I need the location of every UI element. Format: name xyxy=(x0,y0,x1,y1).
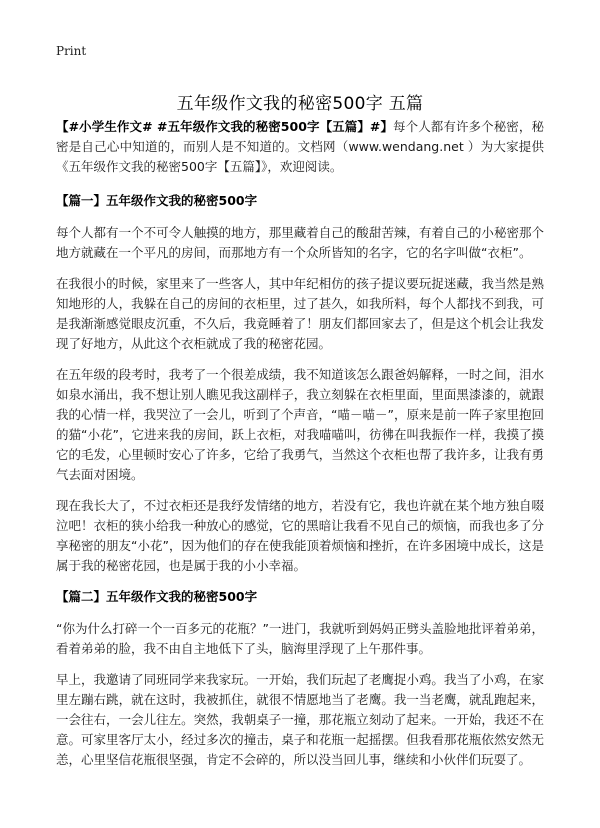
intro-text: 每个人都有许多个秘密，秘密是自己心中知道的，而别人是不知道的。文档网（www.wendang.net ）为大家提供《五年级作文我的秘密500字【五篇】》，欢迎阅读。 xyxy=(56,119,544,174)
section-1-paragraph: 在我很小的时候，家里来了一些客人，其中年纪相仿的孩子提议要玩捉迷藏，我当然是熟知地形的人，我躲在自己的房间的衣柜里，过了甚久，如我所料，每个人都找不到我，可是我渐渐感觉眼皮沉重，不久后，我竟睡着了！朋友们都回家去了，但是这个机会让我发现了好地方，从此这个衣柜就成了我的秘密花园。 xyxy=(56,276,544,351)
intro-paragraph xyxy=(56,117,544,177)
section-heading-2: 【篇二】五年级作文我的秘密500字 xyxy=(56,589,258,604)
section-2-paragraph: “你为什么打碎一个一百多元的花瓶？”一进门，我就听到妈妈正劈头盖脸地批评着弟弟，看着弟弟的脸，我不由自主地低下了头，脑海里浮现了上午那件事。 xyxy=(56,621,544,656)
section-2-paragraph: 早上，我邀请了同班同学来我家玩。一开始，我们玩起了老鹰捉小鸡。我当了小鸡，在家里左蹦右跳，就在这时，我被抓住，就很不情愿地当了老鹰。我一当老鹰，就乱跑起来，一会往右，一会儿往左。突然，我朝桌子一撞，那花瓶立刻动了起来。一开始，我还不在意。可家里客厅太小，经过多次的撞击，桌子和花瓶一起摇摆。但我看那花瓶依然安然无恙，心里坚信花瓶很坚强，肯定不会碎的，所以没当回儿事，继续和小伙伴们玩耍了。 xyxy=(56,672,544,767)
section-heading-1: 【篇一】五年级作文我的秘密500字 xyxy=(56,193,258,208)
document-title: 五年级作文我的秘密500字 五篇 xyxy=(176,94,424,115)
section-1-paragraph: 现在我长大了，不过衣柜还是我纾发情绪的地方，若没有它，我也许就在某个地方独自啜泣吧！衣柜的狭小给我一种放心的感觉，它的黑暗让我看不见自己的烦恼，而我也多了分享秘密的朋友“小花”，因为他们的存在使我能顶着烦恼和挫折，在许多困境中成长，这是属于我的秘密花园，也是属于我的小小幸福。 xyxy=(56,498,544,573)
print-label[interactable]: Print xyxy=(56,44,87,58)
section-1-paragraph: 每个人都有一个不可令人触摸的地方，那里藏着自己的酸甜苦辣，有着自己的小秘密那个地方就藏在一个平凡的房间，而那地方有一个众所皆知的名字，它的名字叫做“衣柜”。 xyxy=(56,225,544,260)
intro-lead: 【#小学生作文# #五年级作文我的秘密500字【五篇】#】 xyxy=(56,119,394,134)
section-1-paragraph: 在五年级的段考时，我考了一个很差成绩，我不知道该怎么跟爸妈解释，一时之间，泪水如泉水涌出，我不想让别人瞧见我这副样子，我立刻躲在衣柜里面，里面黑漆漆的，就跟我的心情一样，我哭泣了一会儿，听到了个声音，“喵－喵－”，原来是前一阵子家里抱回的猫“小花”，它进来我的房间，跃上衣柜，对我喵喵叫，彷彿在叫我振作一样，我摸了摸它的毛发，心里顿时安心了许多，它给了我勇气，当然这个衣柜也帮了我许多，让我有勇气去面对困境。 xyxy=(56,367,544,482)
document-body xyxy=(56,117,544,781)
